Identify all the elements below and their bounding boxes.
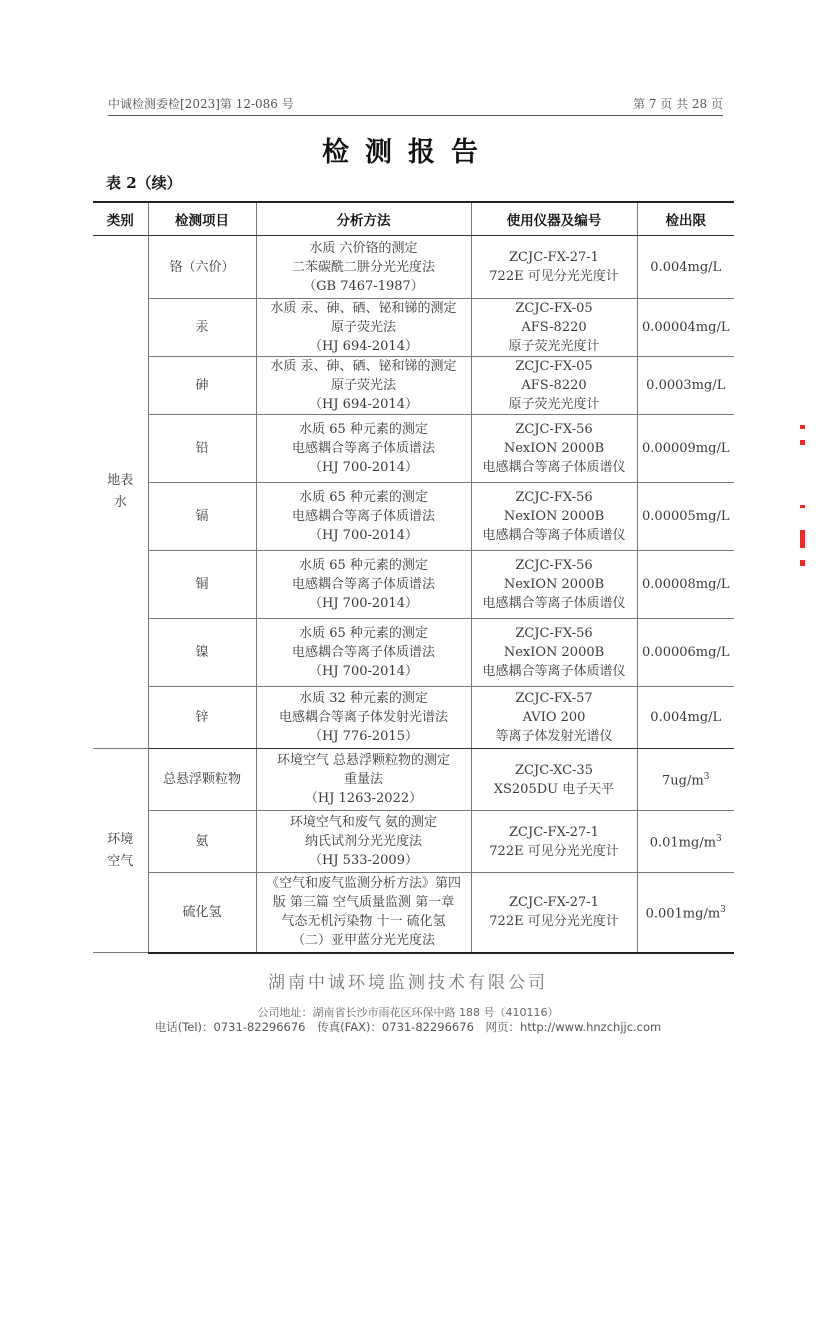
method-cell [256,551,471,619]
table-row [93,619,734,687]
instrument-line: ZCJC-XC-35 [515,762,593,778]
unit-superscript: 3 [720,905,726,916]
instrument-cell [471,299,637,357]
detection-limit-value: 0.001mg/m [645,906,721,922]
detection-limit-cell [637,299,734,357]
seal-edge-mark [800,530,805,548]
instrument-line: 电感耦合等离子体质谱仪 [482,460,626,475]
method-line: 电感耦合等离子体质谱法 [291,441,435,456]
method-cell [256,415,471,483]
detection-limit-value: 0.0003mg/L [646,378,726,393]
item-cell: 汞 [148,299,256,357]
table-row [93,873,734,953]
item-cell: 铬（六价） [148,236,256,299]
detection-limit-value: 0.004mg/L [650,259,722,275]
instrument-line: 722E 可见分光光度计 [489,269,619,284]
column-header: 分析方法 [256,202,471,236]
method-line: 原子荧光法 [330,320,396,335]
method-line: 电感耦合等离子体质谱法 [291,645,435,660]
table-row [93,687,734,749]
item-cell: 镉 [148,483,256,551]
method-line: 原子荧光法 [330,378,396,393]
footer-address: 公司地址：湖南省长沙市雨花区环保中路 188 号（410116） [257,1006,559,1019]
table-row [93,551,734,619]
method-line: （HJ 533-2009） [309,853,418,868]
detection-limit-cell [637,619,734,687]
item-cell: 铜 [148,551,256,619]
instrument-line: ZCJC-FX-56 [515,422,593,437]
method-cell [256,236,471,299]
unit-superscript: 3 [716,834,722,845]
instrument-cell [471,811,637,873]
detection-limit-value: 0.00008mg/L [642,577,730,592]
seal-edge-mark [800,505,805,508]
method-cell [256,299,471,357]
instrument-line: AFS-8220 [521,378,587,393]
instrument-cell [471,619,637,687]
method-line: （GB 7467-1987） [303,278,424,294]
method-line: 气态无机污染物 十一 硫化氢 [281,914,446,930]
method-cell [256,619,471,687]
detection-limit-cell [637,483,734,551]
instrument-line: 电感耦合等离子体质谱仪 [482,664,626,679]
table-row [93,299,734,357]
instrument-line: ZCJC-FX-05 [515,359,593,374]
item-cell: 砷 [148,357,256,415]
instrument-line: 722E 可见分光光度计 [489,843,619,859]
detection-limit-cell [637,687,734,749]
item-cell: 总悬浮颗粒物 [148,749,256,811]
instrument-line: ZCJC-FX-57 [515,691,593,706]
column-header: 使用仪器及编号 [471,202,637,236]
unit-superscript: 3 [703,772,710,783]
method-line: 电感耦合等离子体发射光谱法 [278,710,448,725]
instrument-cell [471,551,637,619]
method-line: 水质 65 种元素的测定 [299,422,428,437]
instrument-cell [471,749,637,811]
column-header: 检测项目 [148,202,256,236]
table-body [93,236,734,953]
instrument-cell [471,483,637,551]
detection-limit-value: 0.00005mg/L [642,509,730,524]
table-row [93,415,734,483]
instrument-cell [471,687,637,749]
instrument-cell [471,236,637,299]
seal-edge-mark [800,425,805,429]
detection-limit-cell [637,873,734,953]
method-line: 重量法 [343,772,383,787]
instrument-line: ZCJC-FX-05 [515,301,593,316]
method-line: 水质 65 种元素的测定 [299,490,428,505]
detection-limit-value: 0.00006mg/L [642,645,730,660]
method-line: 版 第三篇 空气质量监测 第一章 [272,895,455,911]
method-line: 环境空气和废气 氨的测定 [289,815,438,830]
footer-fax: 传真(FAX)：0731-82296676 [317,1020,474,1034]
page-number: 第 7 页 共 28 页 [633,97,723,111]
detection-limit-cell [637,811,734,873]
instrument-line: 722E 可见分光光度计 [489,914,619,930]
instrument-line: ZCJC-FX-27-1 [509,895,599,911]
item-cell: 氨 [148,811,256,873]
table-row [93,483,734,551]
method-line: （HJ 700-2014） [309,596,418,611]
method-line: 《空气和废气监测分析方法》第四 [265,876,461,892]
footer-contact [0,1019,816,1035]
instrument-line: ZCJC-FX-56 [515,558,593,573]
table-row [93,811,734,873]
method-line: （HJ 700-2014） [309,460,418,475]
instrument-line: 电感耦合等离子体质谱仪 [482,528,626,543]
detection-limit-cell [637,357,734,415]
detection-limit-value: 0.01mg/m [649,835,717,851]
instrument-line: NexION 2000B [503,509,605,524]
detection-limit-cell [637,551,734,619]
method-line: 水质 汞、砷、硒、铋和锑的测定 [270,359,457,374]
category-cell: 环境空气 [93,749,148,953]
detection-limit-value: 0.00004mg/L [642,320,730,335]
method-cell [256,749,471,811]
footer-company-name: 湖南中诚环境监测技术有限公司 [268,973,548,993]
method-line: （HJ 776-2015） [309,729,418,744]
item-cell: 硫化氢 [148,873,256,953]
item-cell: 铅 [148,415,256,483]
seal-edge-mark [800,560,805,566]
detection-limit-value: 7ug/m [662,773,704,789]
category-cell: 地表水 [93,236,148,749]
instrument-line: ZCJC-FX-56 [515,626,593,641]
method-cell [256,483,471,551]
detection-limit-value: 0.004mg/L [650,710,722,725]
document-title: 检测报告 [322,137,494,168]
instrument-line: AFS-8220 [521,320,587,335]
footer-web: 网页：http://www.hnzchjjc.com [485,1020,662,1034]
table-row [93,357,734,415]
instrument-line: NexION 2000B [503,577,605,592]
method-line: 电感耦合等离子体质谱法 [291,577,435,592]
instrument-cell [471,357,637,415]
method-line: 水质 65 种元素的测定 [299,626,428,641]
method-line: 电感耦合等离子体质谱法 [291,509,435,524]
instrument-line: NexION 2000B [503,441,605,456]
doc-number: 中诚检测委检[2023]第 12-086 号 [108,97,294,111]
method-line: 水质 32 种元素的测定 [299,691,428,706]
column-header: 检出限 [637,202,734,236]
seal-edge-mark [800,440,805,445]
instrument-line: NexION 2000B [503,645,605,660]
method-line: 二苯碳酰二肼分光光度法 [291,259,435,275]
method-line: （HJ 700-2014） [309,528,418,543]
method-cell [256,357,471,415]
table-row [93,749,734,811]
method-line: （HJ 694-2014） [309,397,418,412]
footer-phone: 电话(Tel)：0731-82296676 [154,1020,306,1034]
detection-limit-cell [637,749,734,811]
instrument-line: ZCJC-FX-56 [515,490,593,505]
method-line: （HJ 694-2014） [309,339,418,354]
instrument-line: AVIO 200 [522,710,586,725]
table-caption: 表 2（续） [106,174,182,192]
method-line: 环境空气 总悬浮颗粒物的测定 [276,753,451,768]
instrument-cell [471,873,637,953]
column-header: 类别 [93,202,148,236]
method-cell [256,687,471,749]
test-methods-table [93,201,734,954]
detection-limit-cell [637,236,734,299]
instrument-line: ZCJC-FX-27-1 [509,824,599,840]
detection-limit-cell [637,415,734,483]
instrument-line: ZCJC-FX-27-1 [509,250,599,265]
item-cell: 镍 [148,619,256,687]
item-cell: 锌 [148,687,256,749]
method-line: 纳氏试剂分光光度法 [304,834,422,849]
method-line: （二）亚甲蓝分光光度法 [291,933,435,949]
table-row [93,236,734,299]
detection-limit-value: 0.00009mg/L [642,441,730,456]
page-header [108,95,723,116]
method-cell [256,873,471,953]
method-line: （HJ 1263-2022） [304,791,423,806]
method-line: 水质 65 种元素的测定 [299,558,428,573]
instrument-line: 原子荧光光度计 [508,397,600,412]
instrument-cell [471,415,637,483]
method-line: 水质 六价铬的测定 [309,240,418,256]
instrument-line: XS205DU 电子天平 [493,781,615,797]
table-header-row [93,202,734,236]
instrument-line: 电感耦合等离子体质谱仪 [482,596,626,611]
instrument-line: 等离子体发射光谱仪 [495,729,613,744]
instrument-line: 原子荧光光度计 [508,339,600,354]
method-line: （HJ 700-2014） [309,664,418,679]
method-line: 水质 汞、砷、硒、铋和锑的测定 [270,301,457,316]
method-cell [256,811,471,873]
